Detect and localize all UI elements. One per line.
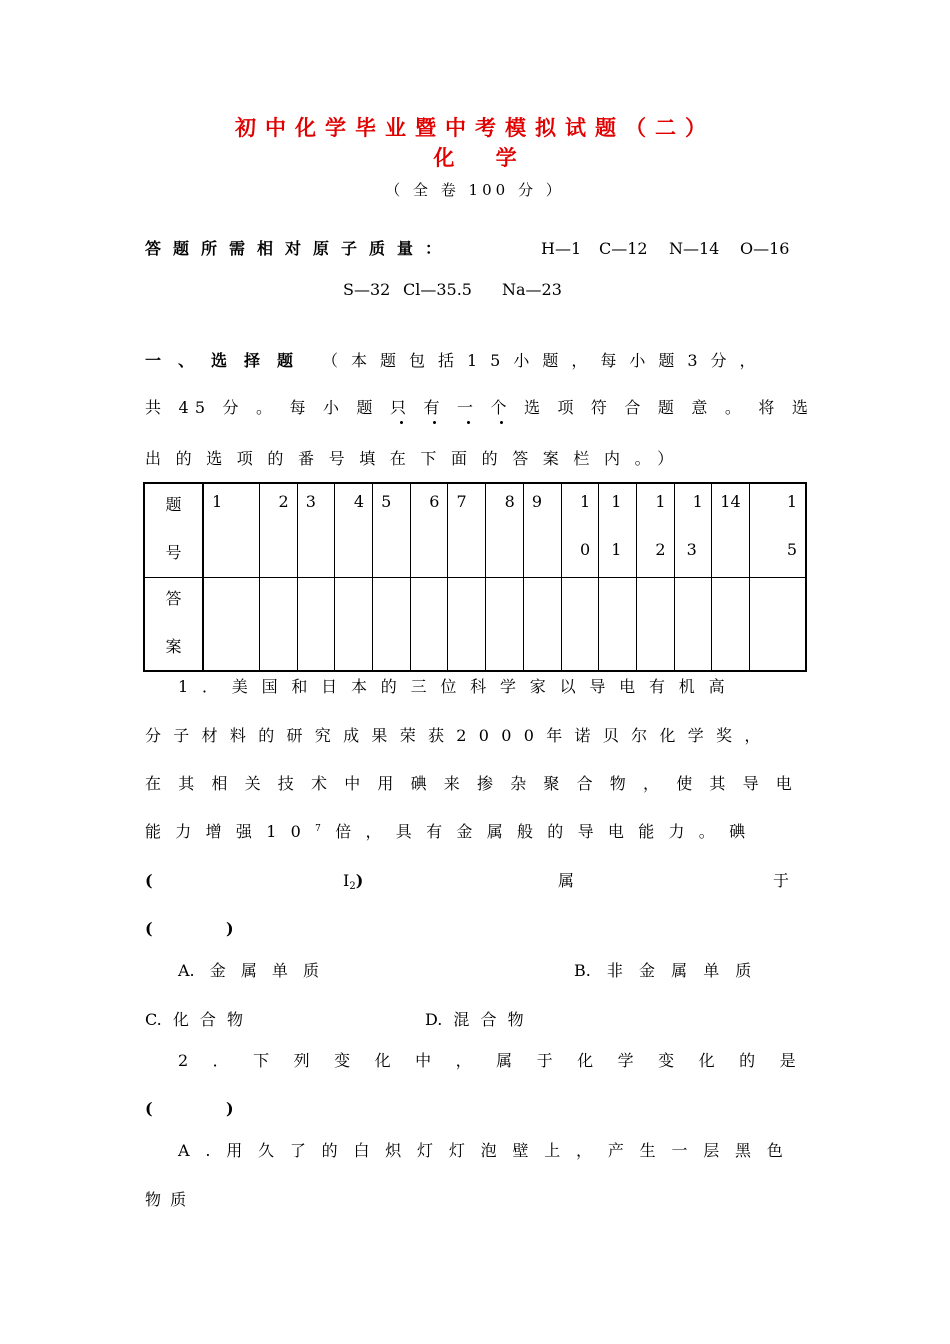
q1-option-a: A. 金 属 单 质 [178, 961, 319, 980]
exam-title: 初中化学毕业暨中考模拟试题（二） [235, 115, 715, 140]
answer-cell-13[interactable] [674, 577, 712, 671]
answer-cell-11[interactable] [599, 577, 637, 671]
mass-c: C—12 [599, 239, 648, 258]
answer-cell-14[interactable] [712, 577, 750, 671]
answer-cell-5[interactable] [373, 577, 411, 671]
answer-cell-10[interactable] [561, 577, 599, 671]
qnum-13 [674, 483, 712, 577]
q1-word-shu: 属 [558, 871, 575, 890]
qnum-12-top: 1 [655, 492, 666, 511]
answer-cell-7[interactable] [448, 577, 486, 671]
section-heading: 一、选择题 [145, 351, 311, 370]
mass-na: Na—23 [502, 280, 562, 299]
answer-cell-1[interactable] [203, 577, 260, 671]
qnum-10-bottom: 0 [580, 540, 591, 559]
q1-option-c: C. 化 合 物 [145, 1010, 244, 1029]
exam-subject [0, 145, 950, 170]
answer-cell-15[interactable] [749, 577, 806, 671]
q1-line2: 分子材料的研究成果荣获2000年诺贝尔化学奖， [145, 726, 773, 745]
mass-n: N—14 [669, 239, 720, 258]
section-intro-line1: （本题包括15小题，每小题3分， [322, 351, 769, 370]
subject-char-1: 化 [433, 145, 455, 170]
qnum-15-top: 1 [786, 492, 797, 511]
qnum-14: 14 [712, 483, 750, 577]
qnum-12 [636, 483, 674, 577]
answer-cell-2[interactable] [260, 577, 298, 671]
qnum-2: 2 [260, 483, 298, 577]
qnum-1: 1 [203, 483, 260, 577]
q1-paren-open: ( [145, 871, 153, 890]
q1-word-yu: 于 [773, 871, 790, 890]
qnum-10-top: 1 [580, 492, 591, 511]
atomic-mass-label: 答题所需相对原子质量： [145, 239, 454, 258]
q1-answer-paren-open: ( [145, 919, 153, 938]
answer-cell-8[interactable] [486, 577, 524, 671]
qnum-11-bottom: 1 [611, 540, 622, 559]
section-intro-line3: 出的选项的番号填在下面的答案栏内。） [145, 449, 688, 468]
q1-option-b: B. 非 金 属 单 质 [574, 961, 752, 980]
q2-answer-paren-open: ( [145, 1099, 153, 1118]
mass-o: O—16 [740, 239, 790, 258]
q2-option-a: A.用久了的白炽灯灯泡壁上，产生一层黑色 [178, 1141, 799, 1160]
q1-line3: 在其相关技术中用碘来掺杂聚合物，使其导电 [145, 774, 810, 793]
qnum-11 [599, 483, 637, 577]
total-score: （ 全 卷 100 分 ） [385, 181, 565, 199]
qnum-9: 9 [523, 483, 561, 577]
q2-option-a-cont: 物 质 [145, 1190, 187, 1209]
q2-line1: 2．下列变化中，属于化学变化的是 [178, 1051, 821, 1070]
subject-char-2: 学 [495, 145, 517, 170]
header-question-number: 题 号 [144, 483, 203, 577]
qnum-15-bottom: 5 [786, 540, 797, 559]
qnum-5: 5 [373, 483, 411, 577]
answer-cell-12[interactable] [636, 577, 674, 671]
qnum-4: 4 [335, 483, 373, 577]
section-intro-line2: 共 45 分 。 每 小 题 只 有 一 个 选 项 符 合 题 意 。 将 选 [145, 398, 815, 417]
answer-table [143, 482, 807, 672]
qnum-11-top: 1 [611, 492, 622, 511]
qnum-15 [749, 483, 806, 577]
answer-cell-3[interactable] [297, 577, 335, 671]
qnum-8: 8 [486, 483, 524, 577]
qnum-13-bottom: 3 [686, 540, 697, 559]
header-answer: 答 案 [144, 577, 203, 671]
answer-cell-9[interactable] [523, 577, 561, 671]
q1-iodine-formula: $I_2$) [343, 871, 364, 892]
mass-s: S—32 [343, 280, 391, 299]
q1-option-d: D. 混 合 物 [425, 1010, 524, 1029]
mass-h: H—1 [541, 239, 582, 258]
q1-line1: 1．美国和日本的三位科学家以导电有机高 [178, 677, 739, 696]
q1-answer-paren-close: ) [226, 919, 234, 938]
qnum-3: 3 [297, 483, 335, 577]
qnum-6: 6 [410, 483, 448, 577]
qnum-13-top: 1 [692, 492, 703, 511]
qnum-12-bottom: 2 [655, 540, 666, 559]
qnum-10 [561, 483, 599, 577]
qnum-7: 7 [448, 483, 486, 577]
answer-cell-6[interactable] [410, 577, 448, 671]
q1-line4: 能力增强$10^7$倍，具有金属般的导电能力。碘 [145, 822, 760, 841]
q2-answer-paren-close: ) [226, 1099, 234, 1118]
answer-cell-4[interactable] [335, 577, 373, 671]
mass-cl: Cl—35.5 [403, 280, 472, 299]
